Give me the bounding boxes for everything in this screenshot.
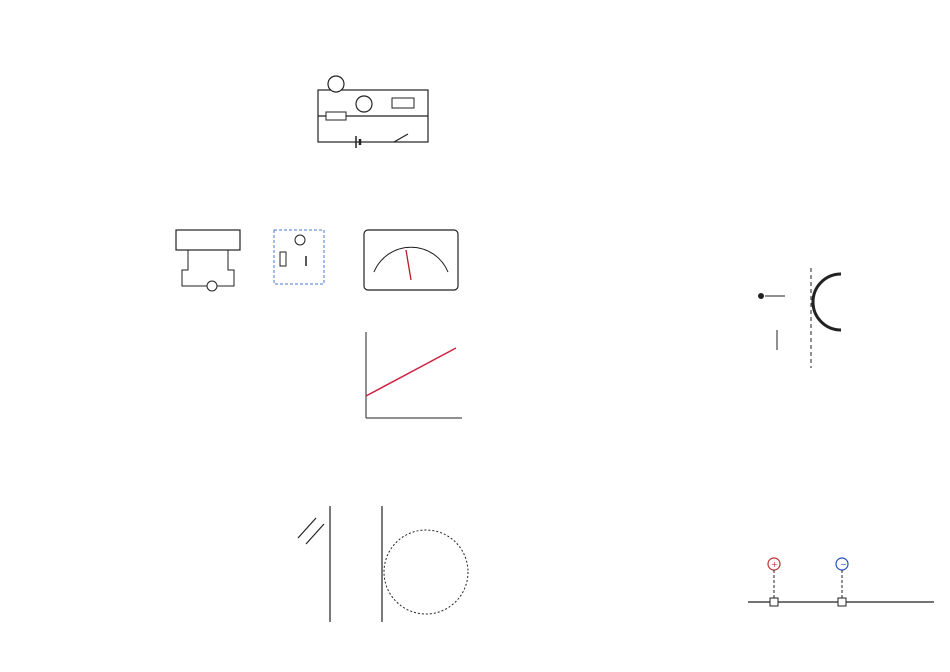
svg-text:−: − xyxy=(840,560,847,569)
charges-rod-figure xyxy=(744,544,940,620)
ohmmeter-box xyxy=(176,230,240,250)
circular-field xyxy=(384,530,468,614)
ball-b-icon xyxy=(838,598,846,606)
circuit-diagram xyxy=(296,68,446,164)
resistor-icon xyxy=(280,252,286,266)
ammeter-icon xyxy=(356,96,372,112)
arc-track xyxy=(813,274,841,330)
graph-line xyxy=(366,348,456,396)
ball-p xyxy=(758,293,764,299)
voltmeter-icon xyxy=(207,281,217,291)
ball-a-icon xyxy=(770,598,778,606)
voltmeter-icon xyxy=(328,76,344,92)
rx-resistor-icon xyxy=(326,112,346,120)
svg-text:+: + xyxy=(771,560,778,569)
ohmmeter-circuit-figure xyxy=(170,226,258,304)
magnetic-field-figure xyxy=(296,498,472,628)
voltmeter-dial-figure xyxy=(362,228,462,304)
rheostat-icon xyxy=(392,98,414,108)
electric-field-track-figure xyxy=(745,266,941,370)
switch-s1-icon xyxy=(394,134,408,142)
ammeter-icon xyxy=(295,235,305,245)
equivalent-circuit-figure xyxy=(270,226,330,304)
meter-frame xyxy=(364,230,458,290)
inverse-u-vs-r-graph xyxy=(352,318,470,436)
